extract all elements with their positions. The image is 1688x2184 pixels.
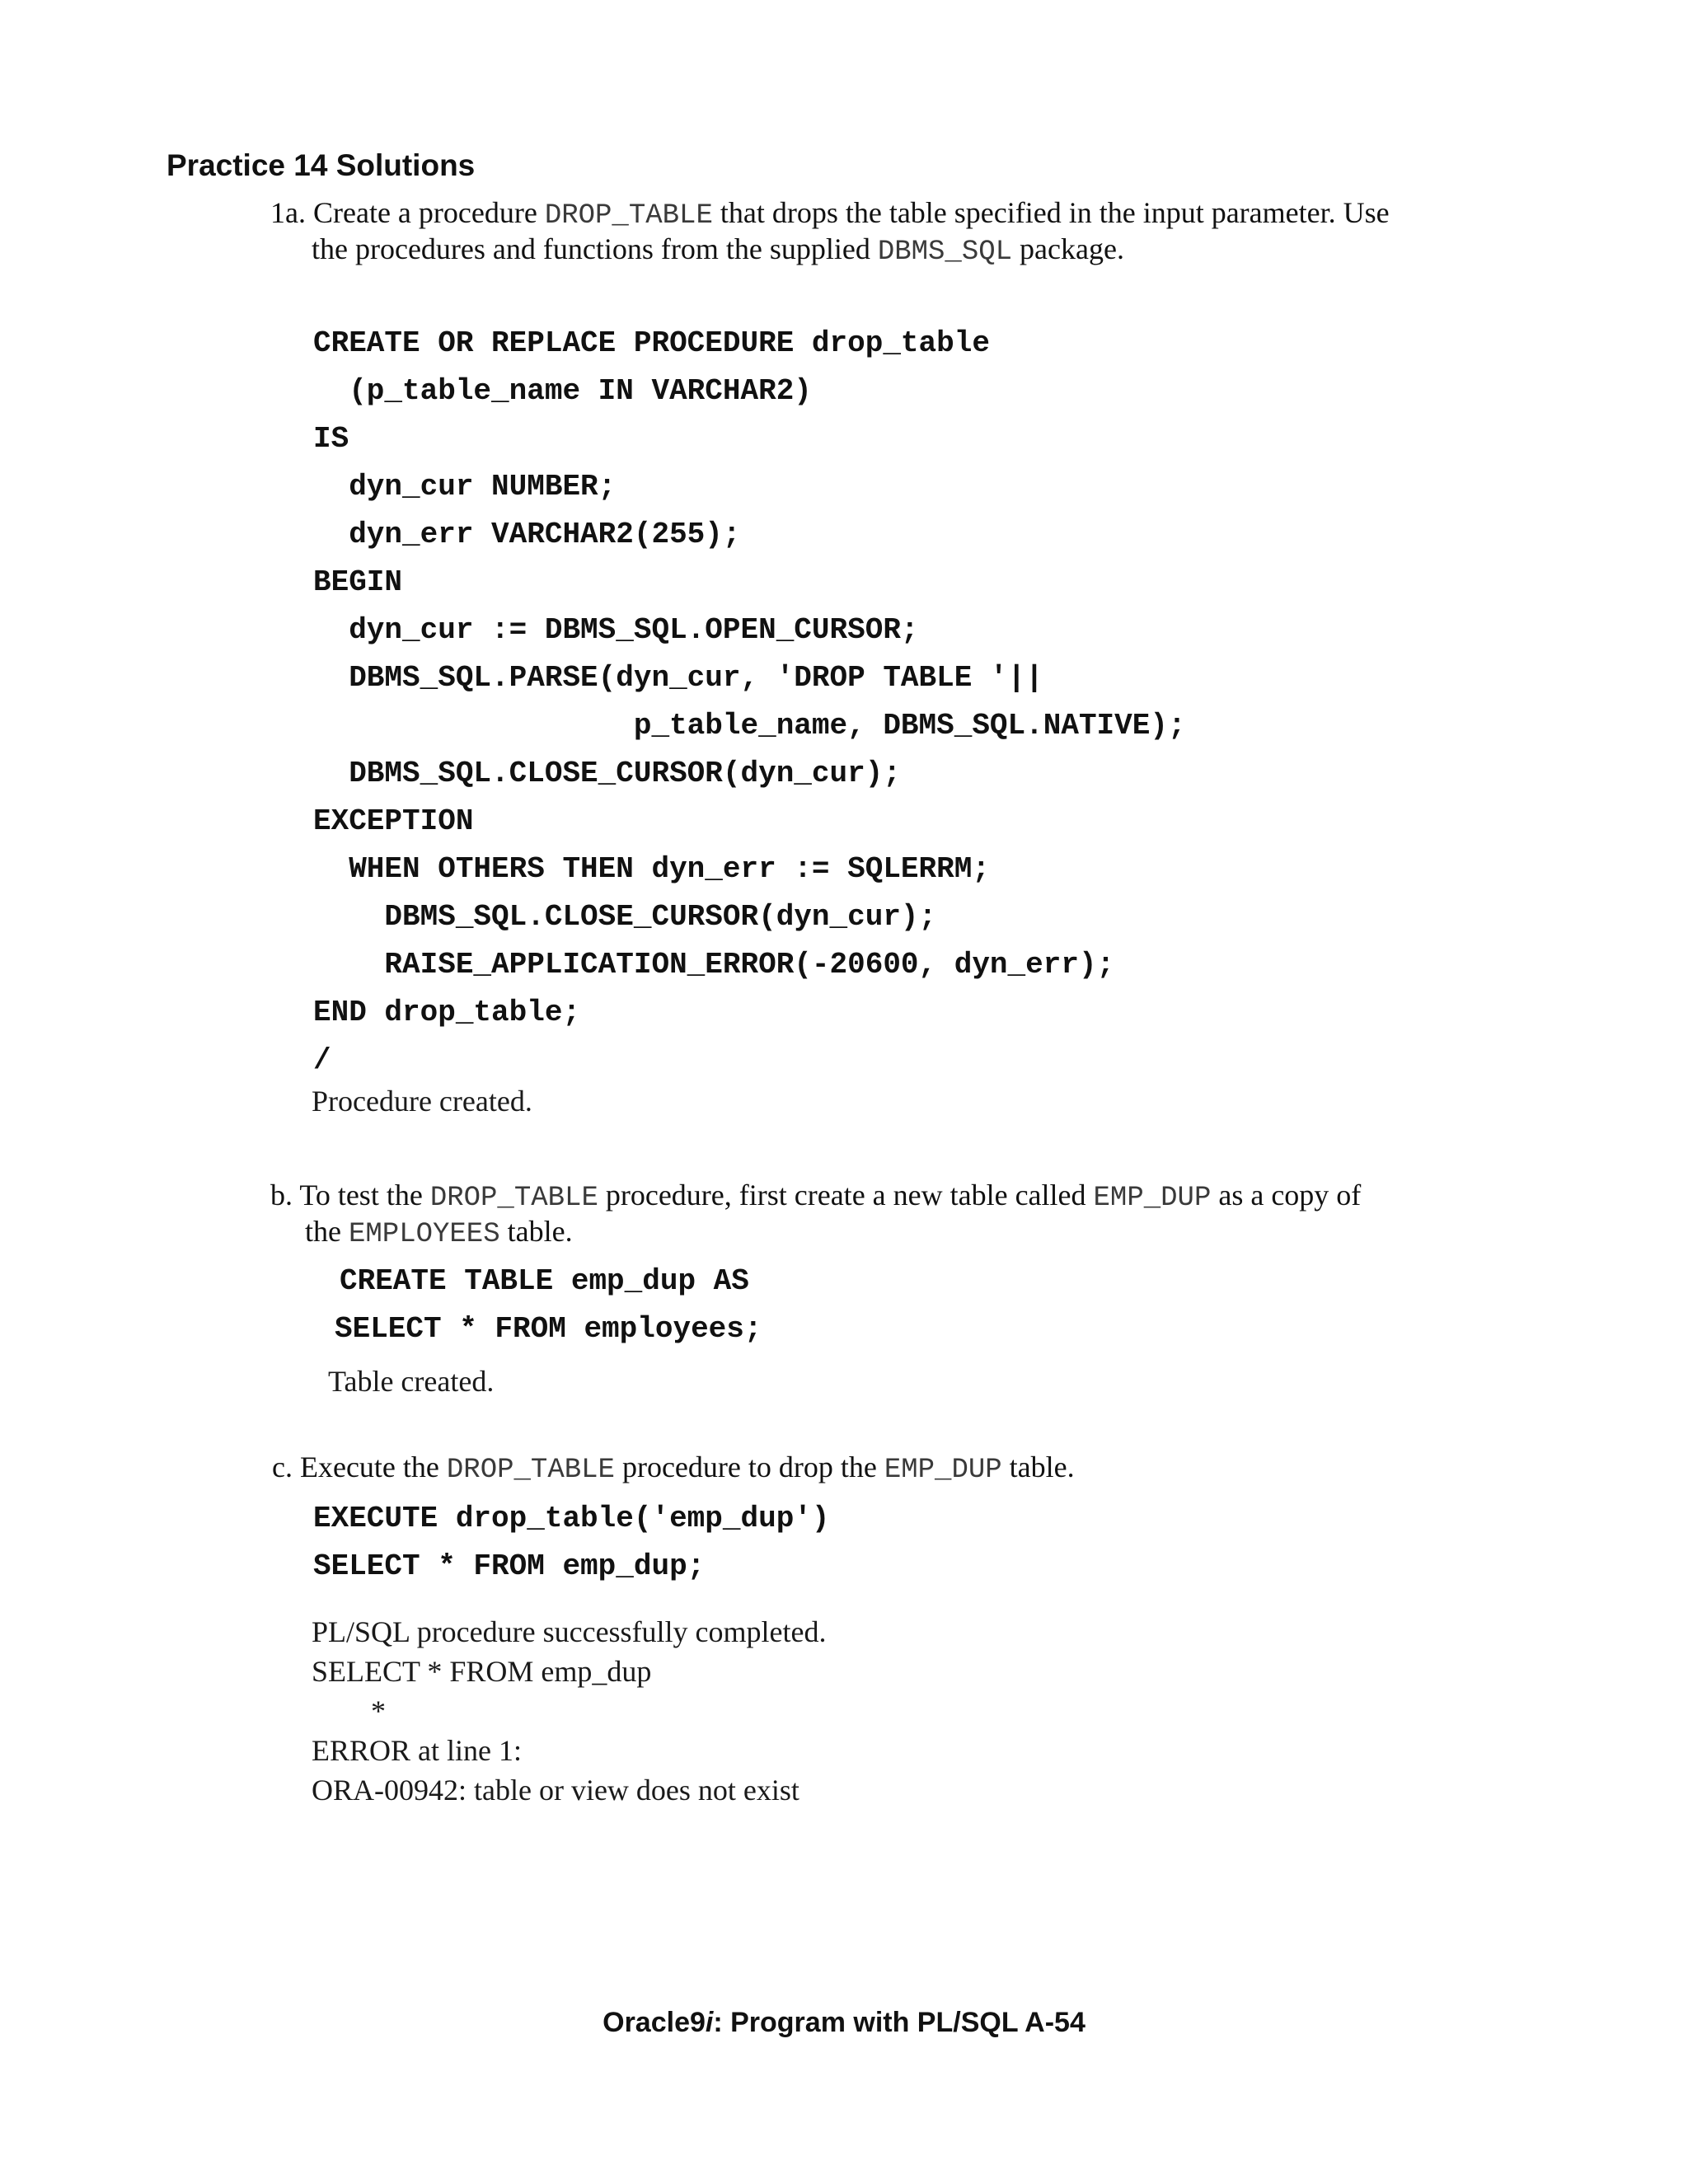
output-line: Procedure created. <box>312 1085 532 1118</box>
part-c-instruction-line-1: c. Execute the DROP_TABLE procedure to drop the EMP_DUP table. <box>272 1451 1075 1486</box>
code-line: WHEN OTHERS THEN dyn_err := SQLERRM; <box>313 852 990 886</box>
part-c-output <box>312 1612 827 1810</box>
output-line: PL/SQL procedure successfully completed. <box>312 1615 827 1648</box>
part-a-marker: 1a. <box>270 196 306 229</box>
code-line: EXCEPTION <box>313 804 474 838</box>
code-line: CREATE OR REPLACE PROCEDURE drop_table <box>313 326 990 360</box>
code-line: (p_table_name IN VARCHAR2) <box>313 374 812 408</box>
code-line: DBMS_SQL.CLOSE_CURSOR(dyn_cur); <box>313 757 901 790</box>
page-heading: Practice 14 Solutions <box>166 148 476 182</box>
output-line: ERROR at line 1: <box>312 1734 522 1767</box>
code-line: BEGIN <box>313 565 403 599</box>
code-line: SELECT * FROM emp_dup; <box>313 1549 706 1583</box>
part-a-instruction-line-2: the procedures and functions from the supplied DBMS_SQL package. <box>312 232 1124 268</box>
inline-code: EMP_DUP <box>1093 1183 1212 1214</box>
part-a-output <box>312 1081 532 1121</box>
code-line: dyn_cur NUMBER; <box>313 470 617 504</box>
inline-code: DROP_TABLE <box>544 200 713 232</box>
output-line: * <box>312 1694 386 1727</box>
part-b-output <box>328 1361 494 1401</box>
code-line: EXECUTE drop_table('emp_dup') <box>313 1502 830 1535</box>
inline-code: EMPLOYEES <box>348 1219 500 1250</box>
part-a-instruction-line-1: 1a. Create a procedure DROP_TABLE that drops the table specified in the input parameter. Use <box>270 196 1390 232</box>
inline-code: DBMS_SQL <box>877 237 1013 268</box>
inline-code: DROP_TABLE <box>429 1183 598 1214</box>
code-line: END drop_table; <box>313 996 581 1029</box>
code-line: / <box>313 1043 331 1077</box>
code-line: dyn_err VARCHAR2(255); <box>313 518 741 551</box>
output-line: Table created. <box>328 1365 495 1398</box>
part-b-instruction-line-1: b. To test the DROP_TABLE procedure, first create a new table called EMP_DUP as a copy of <box>270 1179 1362 1214</box>
inline-code: DROP_TABLE <box>446 1455 615 1486</box>
code-line: SELECT * FROM employees; <box>335 1312 762 1346</box>
code-line: dyn_cur := DBMS_SQL.OPEN_CURSOR; <box>313 613 919 647</box>
part-c-code-block <box>313 1495 830 1591</box>
part-b-marker: b. <box>270 1179 293 1212</box>
code-line: IS <box>313 422 349 456</box>
code-line: RAISE_APPLICATION_ERROR(-20600, dyn_err); <box>313 948 1115 982</box>
part-b-code-block <box>335 1258 762 1353</box>
code-line: DBMS_SQL.PARSE(dyn_cur, 'DROP TABLE '|| <box>313 661 1043 695</box>
part-a-code-block <box>313 320 1186 1085</box>
code-line: DBMS_SQL.CLOSE_CURSOR(dyn_cur); <box>313 900 937 934</box>
page-footer: Oracle9i: Program with PL/SQL A-54 <box>603 2007 1085 2038</box>
part-b-instruction-line-2: the EMPLOYEES table. <box>305 1215 573 1250</box>
inline-code: EMP_DUP <box>884 1455 1002 1486</box>
part-c-marker: c. <box>272 1451 293 1483</box>
output-line: SELECT * FROM emp_dup <box>312 1655 652 1688</box>
code-line: CREATE TABLE emp_dup AS <box>340 1264 749 1298</box>
code-line: p_table_name, DBMS_SQL.NATIVE); <box>313 709 1186 743</box>
output-line: ORA-00942: table or view does not exist <box>312 1774 799 1807</box>
